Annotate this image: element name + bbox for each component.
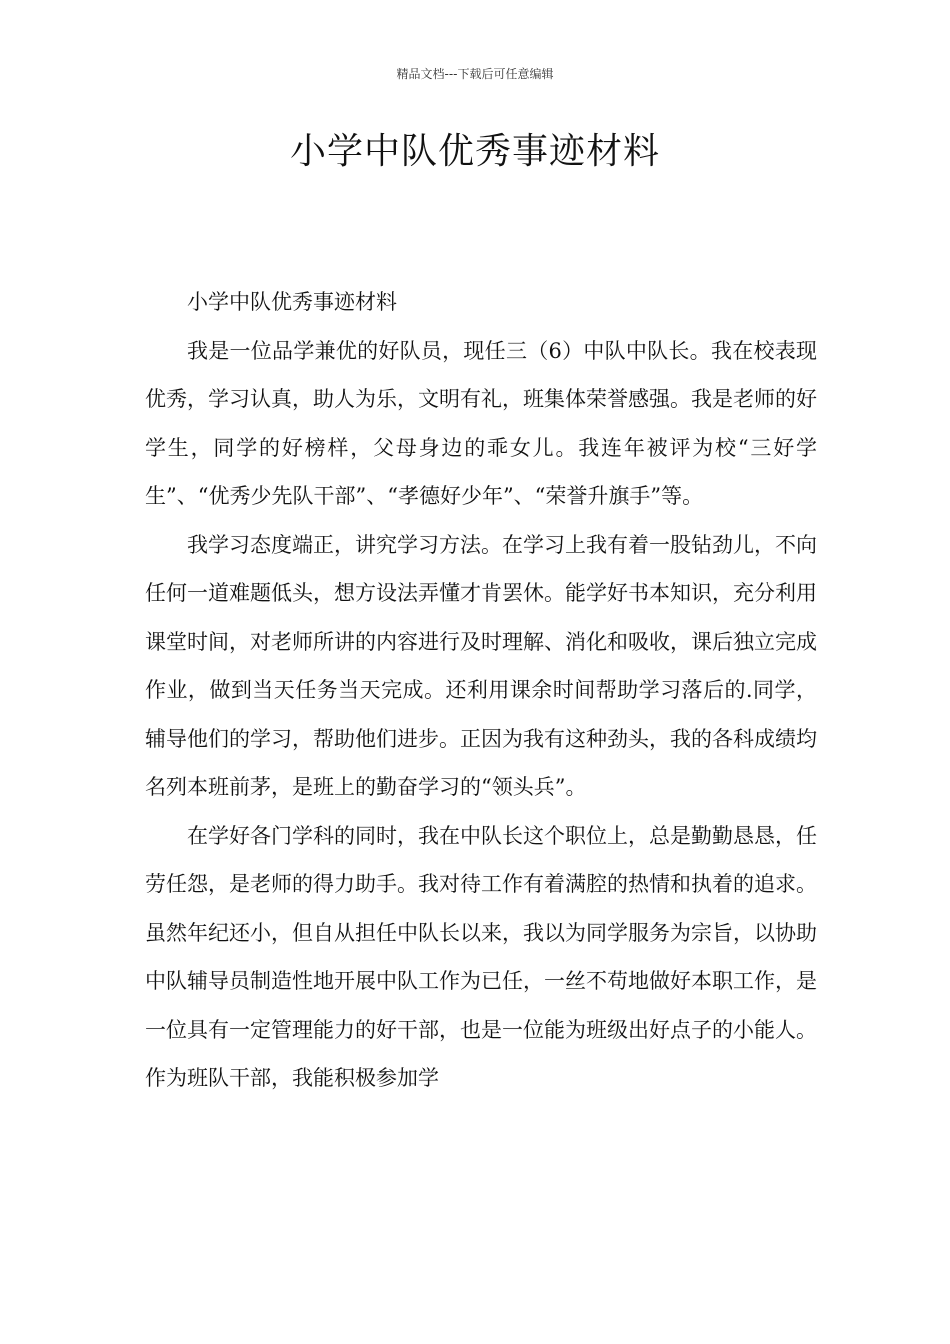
paragraph-3: 在学好各门学科的同时，我在中队长这个职位上，总是勤勤恳恳，任劳任怨，是老师的得力助手。我对待工作有着满腔的热情和执着的追求。虽然年纪还小，但自从担任中队长以来，我以为同学服务为宗旨，以协助中队辅导员制造性地开展中队工作为已任，一丝不苟地做好本职工作，是一位具有一定管理能力的好干部，也是一位能为班级出好点子的小能人。作为班队干部，我能积极参加学 [145, 823, 817, 1090]
document-body [145, 278, 817, 1103]
paragraph-1: 我是一位品学兼优的好队员，现任三（6）中队中队长。我在校表现优秀，学习认真，助人为乐，文明有礼，班集体荣誉感强。我是老师的好学生，同学的好榜样，父母身边的乖女儿。我连年被评为校“三好学生”、“优秀少先队干部”、“孝德好少年”、“荣誉升旗手”等。 [145, 338, 817, 508]
header-note: 精品文档---下载后可任意编辑 [396, 67, 554, 81]
document-subtitle: 小学中队优秀事迹材料 [187, 290, 397, 314]
paragraph-2: 我学习态度端正，讲究学习方法。在学习上我有着一股钻劲儿，不向任何一道难题低头，想方设法弄懂才肯罢休。能学好书本知识，充分利用课堂时间，对老师所讲的内容进行及时理解、消化和吸收，课后独立完成作业，做到当天任务当天完成。还利用课余时间帮助学习落后的.同学，辅导他们的学习，帮助他们进步。正因为我有这种劲头，我的各科成绩均名列本班前茅，是班上的勤奋学习的“领头兵”。 [145, 532, 817, 799]
document-title: 小学中队优秀事迹材料 [289, 131, 660, 172]
